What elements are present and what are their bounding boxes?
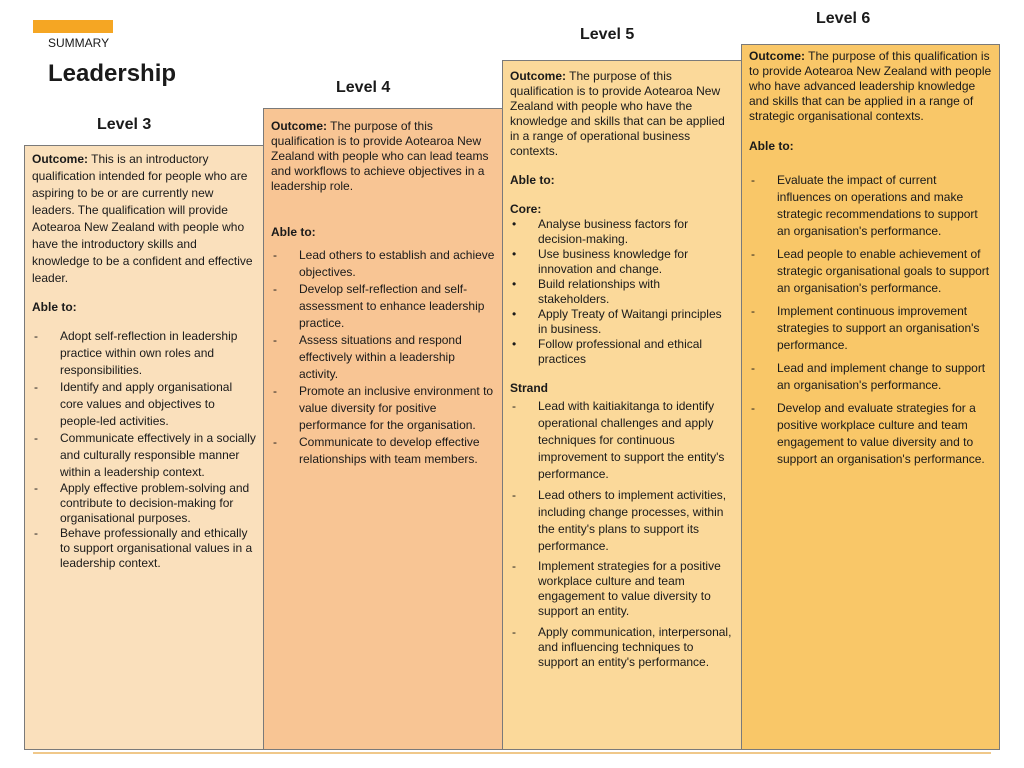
list-item: - Lead with kaitiakitanga to identify operational challenges and apply techniques for continuous improvement to support the entity's performance. (510, 398, 734, 483)
level-3-label: Level 3 (97, 116, 152, 133)
outcome-label: Outcome: (749, 49, 806, 63)
list-item: • Use business knowledge for innovation and change. (510, 247, 734, 277)
level-5-label: Level 5 (580, 26, 635, 43)
bottom-divider (33, 752, 991, 754)
level-4-label: Level 4 (336, 79, 391, 96)
list-item: • Follow professional and ethical practices (510, 337, 734, 367)
list-item: - Develop and evaluate strategies for a positive workplace culture and team engagement to value diversity and to support an organisation's performance. (749, 400, 992, 468)
outcome-label: Outcome: (510, 69, 567, 83)
outcome-text: The purpose of this qualification is to provide Aotearoa New Zealand with people who have the knowledge and skills that can be applied in a range of operational business contexts. (510, 69, 725, 158)
list-item: - Evaluate the impact of current influences on operations and make strategic recommendations to support an organisation's performance. (749, 172, 992, 240)
list-item: - Assess situations and respond effectively within a leadership activity. (271, 332, 495, 383)
outcome-label: Outcome: (32, 152, 89, 166)
list-item: - Apply effective problem-solving and contribute to decision-making for organisational purposes. (32, 481, 256, 526)
list-item: - Promote an inclusive environment to value diversity for positive performance for the organisation. (271, 383, 495, 434)
level-4-outcome (271, 119, 495, 194)
able-to-label: Able to: (510, 173, 555, 187)
outcome-text: The purpose of this qualification is to provide Aotearoa New Zealand with people who can lead teams and workflows to achieve objectives in a leadership role. (271, 119, 489, 193)
list-item: • Apply Treaty of Waitangi principles in business. (510, 307, 734, 337)
level-6-panel (741, 44, 1000, 750)
level-6-label: Level 6 (816, 10, 871, 27)
level-4-list (271, 247, 495, 468)
core-list (510, 217, 734, 367)
strand-label: Strand (510, 381, 549, 395)
list-item: - Implement strategies for a positive workplace culture and team engagement to value diversity to support an entity. (510, 559, 734, 619)
level-4-panel (263, 108, 503, 750)
list-item: - Lead others to establish and achieve objectives. (271, 247, 495, 281)
able-to-label: Able to: (271, 225, 316, 239)
list-item: - Adopt self-reflection in leadership practice within own roles and responsibilities. (32, 328, 256, 379)
list-item: - Implement continuous improvement strategies to support an organisation's performance. (749, 303, 992, 354)
list-item: - Behave professionally and ethically to support organisational values in a leadership context. (32, 526, 256, 571)
list-item: - Lead and implement change to support an organisation's performance. (749, 360, 992, 394)
page-title: Leadership (48, 60, 177, 87)
level-6-outcome (749, 49, 992, 124)
level-3-outcome (32, 151, 256, 287)
level-5-outcome (510, 69, 734, 159)
able-to-label: Able to: (32, 300, 77, 314)
core-label: Core: (510, 202, 542, 216)
level-3-list (32, 328, 256, 571)
strand-list (510, 398, 734, 670)
list-item: • Build relationships with stakeholders. (510, 277, 734, 307)
outcome-label: Outcome: (271, 119, 328, 133)
level-6-list (749, 172, 992, 468)
outcome-text: The purpose of this qualification is to provide Aotearoa New Zealand with people who have advanced leadership knowledge and skills that can be applied in a range of strategic organisational contexts. (749, 49, 992, 123)
list-item: - Develop self-reflection and self-assessment to enhance leadership practice. (271, 281, 495, 332)
list-item: - Communicate effectively in a socially and culturally responsible manner within a leadership context. (32, 430, 256, 481)
level-5-panel (502, 60, 742, 750)
list-item: - Identify and apply organisational core values and objectives to people-led activities. (32, 379, 256, 430)
outcome-text: This is an introductory qualification intended for people who are aspiring to be or are currently new leaders. The qualification will provide Aotearoa New Zealand with people who have the introductory skills and knowledge to be a confident and effective leader. (32, 152, 253, 285)
list-item: - Apply communication, interpersonal, and influencing techniques to support an entity's performance. (510, 625, 734, 670)
summary-label: SUMMARY (48, 36, 110, 50)
accent-bar (33, 20, 113, 33)
list-item: • Analyse business factors for decision-making. (510, 217, 734, 247)
able-to-label: Able to: (749, 139, 794, 153)
level-3-panel (24, 145, 264, 750)
list-item: - Lead others to implement activities, including change processes, within the entity's plans to support its performance. (510, 487, 734, 555)
list-item: - Lead people to enable achievement of strategic organisational goals to support an organisation's performance. (749, 246, 992, 297)
list-item: - Communicate to develop effective relationships with team members. (271, 434, 495, 468)
